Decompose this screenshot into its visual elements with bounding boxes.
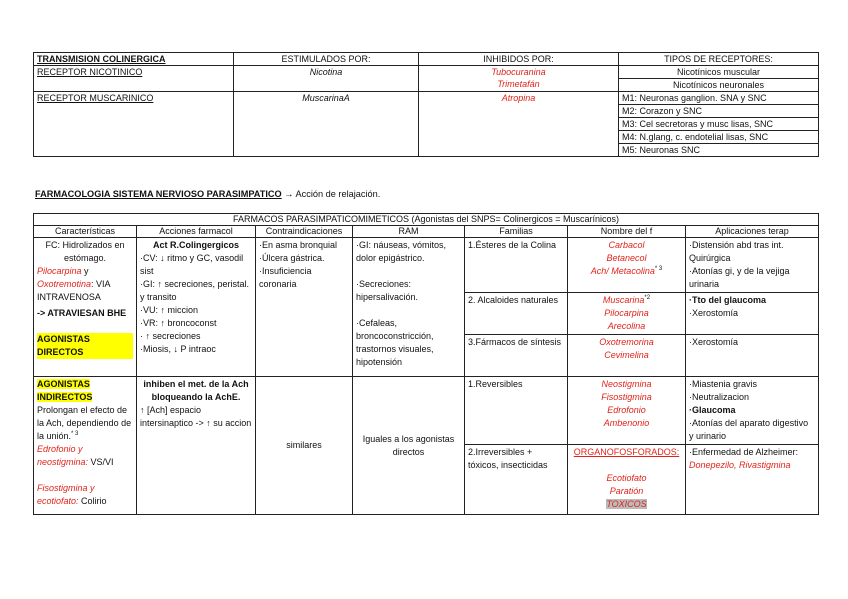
drugs-alcaloides [568, 293, 686, 335]
accion-4: ·VR: ↑ broncoconst [140, 318, 217, 328]
header-caracteristicas: Características [34, 226, 137, 238]
receptor-muscarinico-label: RECEPTOR MUSCARINICO [34, 92, 234, 157]
receptor-m2: M2: Corazon y SNC [619, 105, 819, 118]
contra-0: ·En asma bronquial [259, 240, 338, 250]
familia-esteres: 1.Ésteres de la Colina [465, 238, 568, 293]
table1-header-receptores: TIPOS DE RECEPTORES: [619, 53, 819, 66]
ram-2: ·Cefaleas, broncoconstricción, trastornos visuales, hipotensión [356, 318, 434, 367]
parasimpaticomimeticos-table [33, 213, 819, 515]
app-neutralizacion: ·Neutralizacion [689, 392, 750, 402]
drug-fisostigmina: Fisostigmina [601, 392, 652, 402]
accion-1: ·CV: ↓ ritmo y GC, vasodil sist [140, 253, 244, 276]
directos-contraindicaciones [256, 238, 353, 377]
via-intravenosa: : VIA INTRAVENOSA [37, 279, 111, 302]
accion-6: ·Miosis, ↓ P intraoc [140, 344, 216, 354]
header-ram: RAM [353, 226, 465, 238]
app-atonias: ·Atonías gi, y de la vejiga urinaria [689, 266, 790, 289]
toxicos-label: TOXICOS [606, 499, 647, 509]
drug-carbacol: Carbacol [608, 240, 645, 250]
accion-2: ·GI: ↑ secreciones, peristal. y transito [140, 279, 250, 302]
text-y: y [81, 266, 89, 276]
section-title-rest: → Acción de relajación. [281, 189, 381, 199]
note-3-b: * 3 [71, 431, 79, 437]
directos-ram [353, 238, 465, 377]
accion-0: Act R.Colingergicos [152, 240, 239, 250]
indirectos-contra: similares [256, 377, 353, 515]
transmision-colinergica-table [33, 52, 819, 157]
table2-header-row [34, 226, 819, 238]
drug-muscarina: Muscarina [602, 295, 645, 305]
inhibidor-tubocuranina: Tubocuranina [491, 67, 546, 77]
header-acciones: Acciones farmacol [137, 226, 256, 238]
app-xerostomia-2: ·Xerostomía [689, 337, 739, 347]
familia-irreversibles: 2.Irreversibles + tóxicos, insecticidas [465, 445, 568, 515]
agonistas-indirectos-label: AGONISTAS INDIRECTOS [37, 379, 93, 402]
drug-edrofonio-neostigmina: Edrofonio y neostigmina: [37, 444, 89, 467]
note-3: * 3 [654, 266, 663, 272]
receptor-nicotinico-neuronal: Nicotínicos neuronales [619, 79, 819, 92]
header-nombre: Nombre del f [568, 226, 686, 238]
receptor-m1: M1: Neuronas ganglion. SNA y SNC [619, 92, 819, 105]
note-2: *2 [644, 295, 651, 301]
drug-pilocarpina: Pilocarpina [37, 266, 82, 276]
receptor-m3: M3: Cel secretoras y musc lisas, SNC [619, 118, 819, 131]
receptor-nicotinico-label: RECEPTOR NICOTINICO [34, 66, 234, 92]
drug-donepezilo-rivastigmina: Donepezilo, Rivastigmina [689, 460, 791, 470]
nicotinico-inhibido [419, 66, 619, 92]
drug-ecotiofato: Ecotiofato [606, 473, 647, 483]
drugs-irreversibles [568, 445, 686, 515]
drugs-esteres [568, 238, 686, 293]
apps-reversibles [686, 377, 819, 445]
drug-betanecol: Betanecol [606, 253, 647, 263]
header-contraindicaciones: Contraindicaciones [256, 226, 353, 238]
directos-caracteristicas [34, 238, 137, 377]
organofosforados-header: ORGANOFOSFORADOS: [573, 447, 680, 457]
header-aplicaciones: Aplicaciones terap [686, 226, 819, 238]
ram-0: ·GI: náuseas, vómitos, dolor epigástrico. [356, 240, 447, 263]
atraviesan-bhe: -> ATRAVIESAN BHE [37, 308, 127, 318]
drug-pilocarpina-2: Pilocarpina [604, 308, 649, 318]
directos-acciones [137, 238, 256, 377]
apps-irreversibles [686, 445, 819, 515]
prolongan-efecto: Prolongan el efecto de la Ach, dependiendo de la unión. [37, 405, 132, 441]
table2-title: FARMACOS PARASIMPATICOMIMETICOS (Agonistas del SNPS= Colinergicos = Muscarínicos) [34, 214, 819, 226]
header-familias: Familias [465, 226, 568, 238]
app-alzheimer: ·Enfermedad de Alzheimer: [689, 447, 799, 457]
table1-header-row [34, 53, 819, 66]
receptor-m4: M4: N.glang, c. endotelial lisas, SNC [619, 131, 819, 144]
drug-neostigmina: Neostigmina [601, 379, 652, 389]
drug-edrofonio: Edrofonio [607, 405, 646, 415]
drug-arecolina: Arecolina [607, 321, 646, 331]
section-title [35, 189, 380, 199]
drug-cevimelina: Cevimelina [604, 350, 649, 360]
familia-reversibles: 1.Reversibles [465, 377, 568, 445]
drug-paration: Paratión [609, 486, 644, 496]
agonistas-directos-label: AGONISTAS DIRECTOS [37, 333, 133, 359]
indirectos-caracteristicas [34, 377, 137, 515]
drug-oxotremotina: Oxotremotina [37, 279, 92, 289]
ram-1: ·Secreciones: hipersalivación. [356, 279, 419, 302]
table1-header-transmision: TRANSMISION COLINERGICA [34, 53, 234, 66]
accion-5: · ↑ secreciones [140, 331, 201, 341]
app-distension: ·Distensión abd tras int. Quirúrgica [689, 240, 784, 263]
drugs-reversibles [568, 377, 686, 445]
section-title-main: FARMACOLOGIA SISTEMA NERVIOSO PARASIMPATICO [35, 189, 282, 199]
indirectos-row-1 [34, 377, 819, 445]
contra-2: ·Insuficiencia coronaria [259, 266, 312, 289]
drugs-sintesis [568, 335, 686, 377]
app-xerostomia: ·Xerostomía [689, 308, 739, 318]
drug-oxotremorina: Oxotremorina [599, 337, 654, 347]
app-glaucoma-2: ·Glaucoma [689, 405, 736, 415]
muscarinico-estimulado: MuscarinaA [234, 92, 419, 157]
apps-alcaloides [686, 293, 819, 335]
apps-sintesis [686, 335, 819, 377]
app-miastenia: ·Miastenia gravis [689, 379, 758, 389]
via-vs-vi: VS/VI [88, 457, 114, 467]
drug-fisostigmina-ecotiofato: Fisostigmina y ecotiofato: [37, 483, 95, 506]
familia-alcaloides: 2. Alcaloides naturales [465, 293, 568, 335]
receptor-m5: M5: Neuronas SNC [619, 144, 819, 157]
table1-header-estimulados: ESTIMULADOS POR: [234, 53, 419, 66]
via-colirio: Colirio [78, 496, 107, 506]
nicotinico-estimulado: Nicotina [234, 66, 419, 92]
table2-title-row [34, 214, 819, 226]
table1-header-inhibidos: INHIBIDOS POR: [419, 53, 619, 66]
muscarinico-inhibido: Atropina [419, 92, 619, 157]
inhibidor-trimetafan: Trimetafán [497, 79, 540, 89]
apps-esteres [686, 238, 819, 293]
table1-row-nicotinico-1 [34, 66, 819, 79]
inhiben-ache: inhiben el met. de la Ach bloqueando la AchE. [143, 379, 249, 402]
table1-row-muscarinico-1 [34, 92, 819, 105]
drug-metacolina: Ach/ Metacolina [590, 266, 655, 276]
directos-fc: FC: Hidrolizados en estómago. [45, 240, 125, 263]
app-glaucoma: ·Tto del glaucoma [689, 295, 767, 305]
drug-ambenonio: Ambenonio [603, 418, 650, 428]
receptor-nicotinico-muscular: Nicotínicos muscular [619, 66, 819, 79]
indirectos-ram: Iguales a los agonistas directos [353, 377, 465, 515]
directos-row-1 [34, 238, 819, 293]
app-atonias-digestivo: ·Atonías del aparato digestivo y urinario [689, 418, 809, 441]
contra-1: ·Úlcera gástrica. [259, 253, 325, 263]
indirectos-acciones [137, 377, 256, 515]
familia-sintesis: 3.Fármacos de síntesis [465, 335, 568, 377]
accion-3: ·VU: ↑ miccion [140, 305, 199, 315]
aumento-ach: ↑ [Ach] espacio intersinaptico -> ↑ su accion [140, 405, 252, 428]
